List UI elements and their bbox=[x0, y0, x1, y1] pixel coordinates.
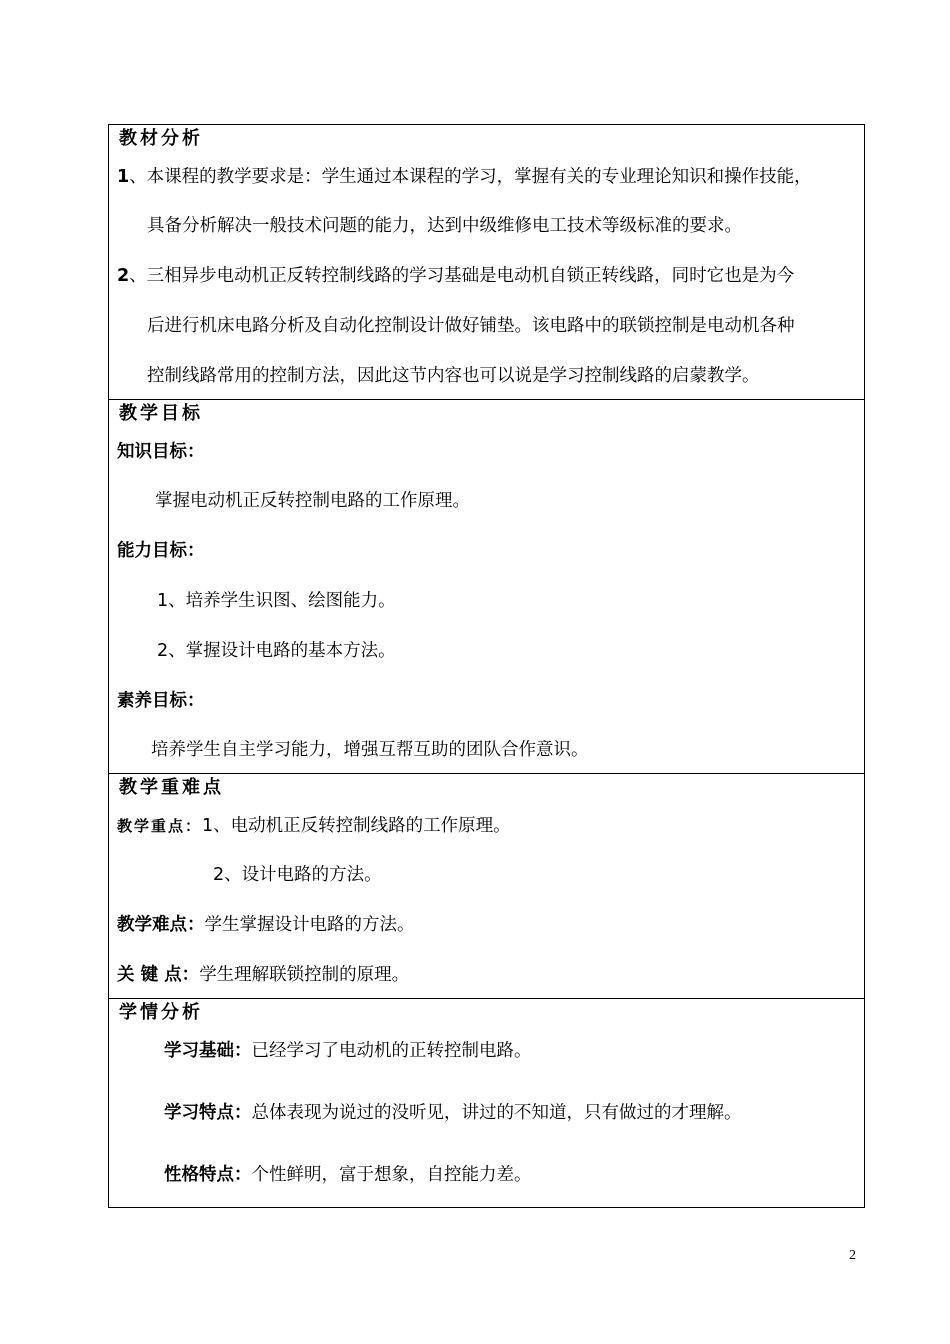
page-number: 2 bbox=[849, 1248, 856, 1263]
section-learners bbox=[109, 999, 865, 1208]
teaching-difficulty-line: 教学难点：学生掌握设计电路的方法。 bbox=[117, 915, 415, 935]
key-points-cell bbox=[109, 774, 865, 999]
teaching-focus-line-1: 教学重点：1、电动机正反转控制线路的工作原理。 bbox=[117, 816, 511, 836]
ability-objective-item-2: 2、掌握设计电路的基本方法。 bbox=[157, 641, 396, 661]
objectives-cell bbox=[109, 400, 865, 774]
teaching-focus-label: 教学重点： bbox=[117, 817, 203, 835]
personality-traits-line: 性格特点：个性鲜明，富于想象，自控能力差。 bbox=[164, 1165, 532, 1185]
key-point-label: 关 键 点： bbox=[117, 965, 200, 985]
teaching-difficulty-label: 教学难点： bbox=[117, 915, 205, 935]
section-key-points bbox=[109, 774, 865, 999]
learning-basis-label: 学习基础： bbox=[164, 1041, 252, 1061]
learners-cell bbox=[109, 999, 865, 1208]
section-objectives bbox=[109, 400, 865, 774]
teaching-focus-item-2: 2、设计电路的方法。 bbox=[213, 865, 382, 885]
materials-paragraph-2-line-2: 后进行机床电路分析及自动化控制设计做好铺垫。该电路中的联锁控制是电动机各种 bbox=[147, 316, 795, 336]
materials-paragraph-2-line-1: 2、三相异步电动机正反转控制线路的学习基础是电动机自锁正转线路，同时它也是为今 bbox=[117, 266, 795, 286]
ability-objective-item-1: 1、培养学生识图、绘图能力。 bbox=[157, 591, 396, 611]
materials-cell bbox=[109, 125, 865, 400]
materials-paragraph-1-line-1: 1、本课程的教学要求是：学生通过本课程的学习，掌握有关的专业理论知识和操作技能， bbox=[117, 167, 812, 187]
literacy-objective-item: 培养学生自主学习能力，增强互帮互助的团队合作意识。 bbox=[151, 740, 589, 760]
learning-traits-line: 学习特点：总体表现为说过的没听见，讲过的不知道，只有做过的才理解。 bbox=[164, 1103, 742, 1123]
section-materials bbox=[109, 125, 865, 400]
knowledge-objective-item: 掌握电动机正反转控制电路的工作原理。 bbox=[155, 491, 470, 511]
literacy-objective-label: 素养目标： bbox=[117, 691, 205, 711]
section-heading-key-points: 教学重难点 bbox=[119, 777, 224, 798]
section-heading-learners: 学情分析 bbox=[119, 1002, 203, 1023]
ability-objective-label: 能力目标： bbox=[117, 541, 205, 561]
learning-basis-line: 学习基础：已经学习了电动机的正转控制电路。 bbox=[164, 1041, 532, 1061]
knowledge-objective-label: 知识目标： bbox=[117, 442, 205, 462]
personality-traits-label: 性格特点： bbox=[164, 1165, 252, 1185]
materials-paragraph-1-line-2: 具备分析解决一般技术问题的能力，达到中级维修电工技术等级标准的要求。 bbox=[147, 216, 742, 236]
lesson-plan-table bbox=[108, 124, 865, 1208]
section-heading-objectives: 教学目标 bbox=[119, 403, 203, 424]
key-point-line: 关 键 点：学生理解联锁控制的原理。 bbox=[117, 965, 410, 985]
section-heading-materials: 教材分析 bbox=[119, 128, 203, 149]
materials-paragraph-2-line-3: 控制线路常用的控制方法，因此这节内容也可以说是学习控制线路的启蒙教学。 bbox=[147, 366, 760, 386]
learning-traits-label: 学习特点： bbox=[164, 1103, 252, 1123]
